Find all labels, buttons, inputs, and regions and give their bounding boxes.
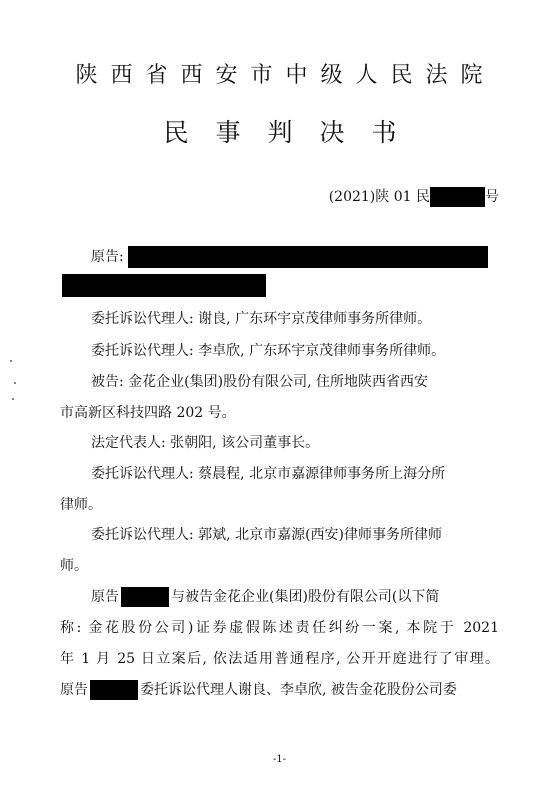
case-number-suffix: 号: [485, 189, 499, 205]
case-number: [329, 186, 499, 207]
legal-rep-line: 法定代表人: 张朝阳, 该公司董事长。: [91, 435, 320, 451]
agent1-line: 委托诉讼代理人: 谢良, 广东环宇京茂律师事务所律师。: [91, 311, 432, 327]
paragraph-line-4-pre: 原告: [60, 682, 88, 698]
case-number-prefix: (2021)陕 01 民: [328, 189, 430, 205]
scan-speck: [12, 398, 14, 400]
defendant-line-1: 被告: 金花企业(集团)股份有限公司, 住所地陕西省西安: [91, 374, 428, 390]
paragraph-line-4-post: 委托诉讼代理人谢良、李卓欣, 被告金花股份公司委: [140, 682, 457, 698]
scan-speck: [10, 360, 12, 362]
agent4-line-1: 委托诉讼代理人: 郭斌, 北京市嘉源(西安)律师事务所律师: [91, 527, 442, 543]
paragraph-line-4: [60, 679, 457, 700]
scan-speck: [14, 382, 16, 384]
agent3-line-1: 委托诉讼代理人: 蔡晨程, 北京市嘉源律师事务所上海分所: [91, 466, 446, 482]
redaction-plaintiff-ref-2: [90, 680, 138, 700]
defendant-line-2: 市高新区科技四路 202 号。: [60, 405, 236, 421]
redaction-plaintiff-address: [62, 274, 266, 297]
paragraph-line-3: 年 1 月 25 日立案后, 依法适用普通程序, 公开开庭进行了审理。: [60, 651, 499, 667]
redaction-plaintiff-ref-1: [121, 587, 169, 607]
plaintiff-line: [91, 246, 488, 268]
paragraph-line-1: [91, 586, 439, 607]
court-name: 陕西省西安市中级人民法院: [75, 63, 496, 88]
redaction-plaintiff-name: [128, 246, 488, 268]
page-number: -1-: [272, 754, 287, 765]
document-title: 民事判决书: [163, 118, 424, 147]
plaintiff-label: 原告:: [91, 249, 124, 265]
agent4-line-2: 师。: [60, 558, 88, 574]
redaction-case-number: [430, 187, 485, 207]
paragraph-line-1-pre: 原告: [91, 589, 119, 605]
agent3-line-2: 律师。: [60, 497, 102, 513]
paragraph-line-1-post: 与被告金花企业(集团)股份有限公司(以下简: [171, 589, 440, 605]
agent2-line: 委托诉讼代理人: 李卓欣, 广东环宇京茂律师事务所律师。: [91, 343, 446, 359]
paragraph-line-2: 称: 金花股份公司)证券虚假陈述责任纠纷一案, 本院于 2021: [60, 620, 499, 636]
